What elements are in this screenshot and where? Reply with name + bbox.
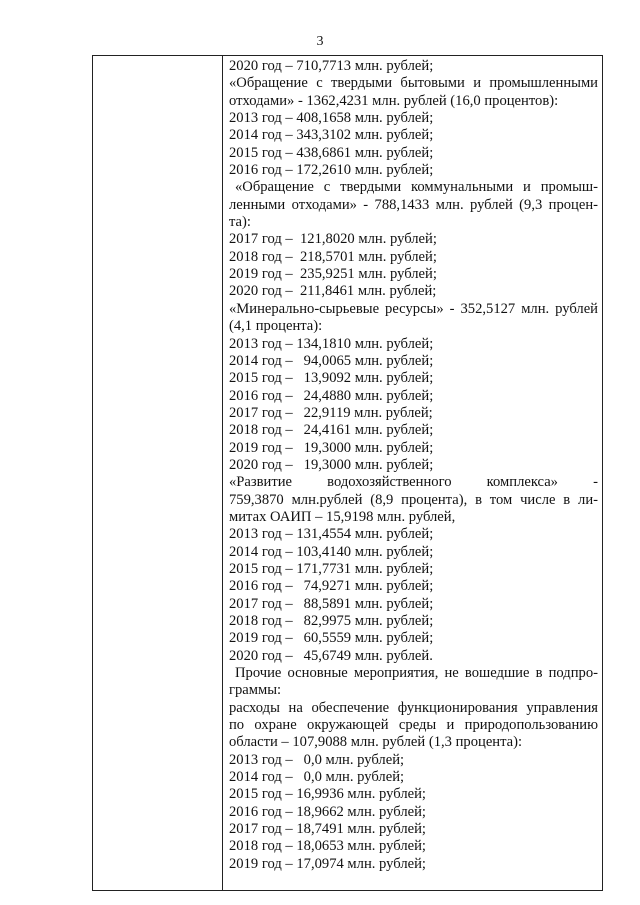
text-line: «Развитие водохозяйственного комплекса» - — [229, 474, 598, 491]
table-right-column — [223, 56, 602, 890]
text-line: области – 107,9088 млн. рублей (1,3 процента): — [229, 734, 523, 751]
text-line: 2014 год – 94,0065 млн. рублей; — [229, 352, 434, 369]
text-line: 2015 год – 171,7731 млн. рублей; — [229, 560, 434, 577]
text-line: граммы: — [229, 682, 282, 699]
text-line: митах ОАИП – 15,9198 млн. рублей, — [229, 508, 456, 525]
text-line: 2013 год – 0,0 млн. рублей; — [229, 751, 405, 768]
text-line: ленными отходами» - 788,1433 млн. рублей (9,3 процен- — [229, 196, 598, 213]
text-line: 2019 год – 235,9251 млн. рублей; — [229, 266, 437, 283]
text-line: 2015 год – 16,9936 млн. рублей; — [229, 786, 426, 803]
text-line: 2014 год – 103,4140 млн. рублей; — [229, 543, 434, 560]
text-line: «Обращение с твердыми коммунальными и промыш- — [235, 179, 598, 196]
text-line: «Обращение с твердыми бытовыми и промышленными — [229, 75, 598, 92]
text-line: 2020 год – 19,3000 млн. рублей; — [229, 456, 434, 473]
text-line: 759,3870 млн.рублей (8,9 процента), в том числе в ли- — [229, 491, 598, 508]
text-line: 2018 год – 218,5701 млн. рублей; — [229, 248, 437, 265]
text-line: 2016 год – 74,9271 млн. рублей; — [229, 578, 434, 595]
page-number: 3 — [316, 34, 324, 49]
text-line: 2017 год – 88,5891 млн. рублей; — [229, 595, 434, 612]
text-line: 2013 год – 134,1810 млн. рублей; — [229, 335, 434, 352]
text-line: 2020 год – 211,8461 млн. рублей; — [229, 283, 437, 300]
text-line: 2013 год – 131,4554 млн. рублей; — [229, 526, 434, 543]
text-line: 2019 год – 60,5559 млн. рублей; — [229, 630, 434, 647]
text-line: 2018 год – 18,0653 млн. рублей; — [229, 838, 426, 855]
text-line: (4,1 процента): — [229, 318, 323, 335]
text-line: 2017 год – 18,7491 млн. рублей; — [229, 821, 426, 838]
text-line: 2020 год – 45,6749 млн. рублей. — [229, 647, 433, 664]
text-line: 2015 год – 13,9092 млн. рублей; — [229, 370, 434, 387]
text-line: 2014 год – 343,3102 млн. рублей; — [229, 127, 434, 144]
document-table — [92, 55, 603, 891]
text-line: по охране окружающей среды и природопользованию — [229, 717, 598, 734]
text-line: 2016 год – 172,2610 млн. рублей; — [229, 162, 434, 179]
text-line: расходы на обеспечение функционирования управления — [229, 699, 598, 716]
text-line: Прочие основные мероприятия, не вошедшие в подпро- — [235, 665, 598, 682]
text-line: 2014 год – 0,0 млн. рублей; — [229, 769, 405, 786]
text-line: отходами» - 1362,4231 млн. рублей (16,0 процентов): — [229, 92, 559, 109]
text-line: 2016 год – 18,9662 млн. рублей; — [229, 803, 426, 820]
text-line: 2017 год – 121,8020 млн. рублей; — [229, 231, 437, 248]
text-line: та): — [229, 214, 251, 231]
text-line: 2017 год – 22,9119 млн. рублей; — [229, 404, 433, 421]
text-line: 2016 год – 24,4880 млн. рублей; — [229, 387, 434, 404]
text-line: 2019 год – 19,3000 млн. рублей; — [229, 439, 434, 456]
text-line: 2019 год – 17,0974 млн. рублей; — [229, 855, 426, 872]
text-line: 2018 год – 24,4161 млн. рублей; — [229, 422, 434, 439]
text-line: 2020 год – 710,7713 млн. рублей; — [229, 58, 434, 74]
text-line: 2015 год – 438,6861 млн. рублей; — [229, 144, 434, 161]
text-line: 2013 год – 408,1658 млн. рублей; — [229, 110, 434, 127]
text-line: 2018 год – 82,9975 млн. рублей; — [229, 613, 434, 629]
table-left-column — [93, 56, 223, 890]
text-line: «Минерально-сырьевые ресурсы» - 352,5127 млн. рублей — [229, 300, 598, 317]
